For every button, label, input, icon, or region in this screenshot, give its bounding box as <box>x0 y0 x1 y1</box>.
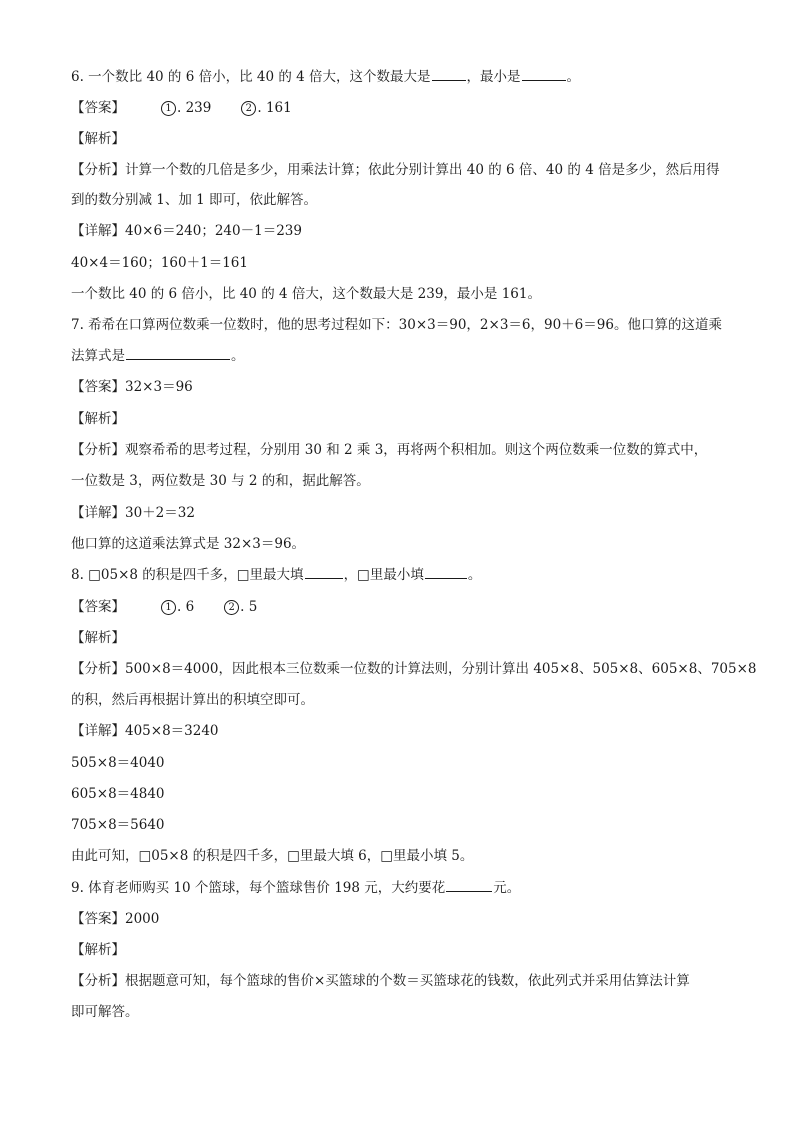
q6-analysis-line2: 到的数分别减 1、加 1 即可，依此解答。 <box>71 192 318 208</box>
q7-question-line1: 7. 希希在口算两位数乘一位数时，他的思考过程如下：30×3＝90，2×3＝6，90＋6＝96。他口算的这道乘 <box>71 317 722 333</box>
q6-question <box>71 67 580 87</box>
q9-question <box>71 878 520 898</box>
q8-question <box>71 565 481 585</box>
q8-question-end: 。 <box>467 567 482 583</box>
q8-analysis-line1: 【分析】500×8＝4000，因此根本三位数乘一位数的计算法则，分别计算出 405×8、505×8、605×8、705×8 <box>71 661 757 677</box>
q8-answer-1: . 6 <box>177 599 195 615</box>
q9-question-end: 元。 <box>493 880 521 896</box>
q7-analysis-label: 【解析】 <box>71 411 125 427</box>
circled-number-1: 1 <box>161 600 176 615</box>
q9-question-text: 9. 体育老师购买 10 个篮球，每个篮球售价 198 元，大约要花 <box>71 880 446 896</box>
q7-analysis-line1: 【分析】观察希希的思考过程，分别用 30 和 2 乘 3，再将两个积相加。则这个两位数乘一位数的算式中， <box>71 442 708 458</box>
q8-blank-max <box>305 565 343 579</box>
q6-question-mid: ，最小是 <box>466 69 521 85</box>
q7-analysis-line2: 一位数是 3，两位数是 30 与 2 的和，据此解答。 <box>71 473 370 489</box>
q9-analysis-label: 【解析】 <box>71 942 125 958</box>
q6-answer-1: . 239 <box>177 100 212 116</box>
q7-question-line2 <box>71 346 245 366</box>
q8-detail-line3: 605×8＝4840 <box>71 786 165 802</box>
q9-answer: 【答案】2000 <box>71 911 160 927</box>
q9-analysis-line1: 【分析】根据题意可知，每个篮球的售价×买篮球的个数＝买篮球花的钱数，依此列式并采用估算法计算 <box>71 973 690 989</box>
q6-question-end: 。 <box>566 69 581 85</box>
circled-number-2: 2 <box>224 600 239 615</box>
q7-question-text: 法算式是 <box>71 348 125 364</box>
q7-detail-line2: 他口算的这道乘法算式是 32×3＝96。 <box>71 536 306 552</box>
q6-blank-min <box>522 67 566 81</box>
q9-blank <box>446 878 492 892</box>
q6-detail-line1: 【详解】40×6＝240；240－1＝239 <box>71 223 302 239</box>
q8-detail-line5: 由此可知，□05×8 的积是四千多，□里最大填 6，□里最小填 5。 <box>71 848 474 864</box>
q8-question-mid: ，□里最小填 <box>343 567 424 583</box>
q7-answer: 【答案】32×3＝96 <box>71 379 193 395</box>
q6-answer-2: . 161 <box>257 100 292 116</box>
q6-question-text: 6. 一个数比 40 的 6 倍小，比 40 的 4 倍大，这个数最大是 <box>71 69 431 85</box>
q6-answer <box>71 98 292 118</box>
q8-question-text: 8. □05×8 的积是四千多，□里最大填 <box>71 567 304 583</box>
q8-blank-min <box>425 565 467 579</box>
q8-analysis-label: 【解析】 <box>71 630 125 646</box>
answer-label: 【答案】 <box>71 599 125 615</box>
q7-blank <box>126 346 230 360</box>
q7-question-end: 。 <box>231 348 245 364</box>
q6-detail-line3: 一个数比 40 的 6 倍小，比 40 的 4 倍大，这个数最大是 239，最小是 161。 <box>71 286 541 302</box>
answer-label: 【答案】 <box>71 100 125 116</box>
q8-detail-line1: 【详解】405×8＝3240 <box>71 723 219 739</box>
circled-number-1: 1 <box>161 101 176 116</box>
q9-analysis-line2: 即可解答。 <box>71 1004 139 1020</box>
q7-detail-line1: 【详解】30＋2＝32 <box>71 505 195 521</box>
q8-answer-2: . 5 <box>240 599 258 615</box>
q6-analysis-label: 【解析】 <box>71 131 125 147</box>
q8-analysis-line2: 的积，然后再根据计算出的积填空即可。 <box>71 692 314 708</box>
q6-blank-max <box>432 67 466 81</box>
q8-detail-line2: 505×8＝4040 <box>71 755 165 771</box>
q6-detail-line2: 40×4＝160；160＋1＝161 <box>71 255 248 271</box>
circled-number-2: 2 <box>241 101 256 116</box>
q6-analysis-line1: 【分析】计算一个数的几倍是多少，用乘法计算；依此分别计算出 40 的 6 倍、40 的 4 倍是多少，然后用得 <box>71 162 720 178</box>
q8-detail-line4: 705×8＝5640 <box>71 817 165 833</box>
q8-answer <box>71 597 257 617</box>
